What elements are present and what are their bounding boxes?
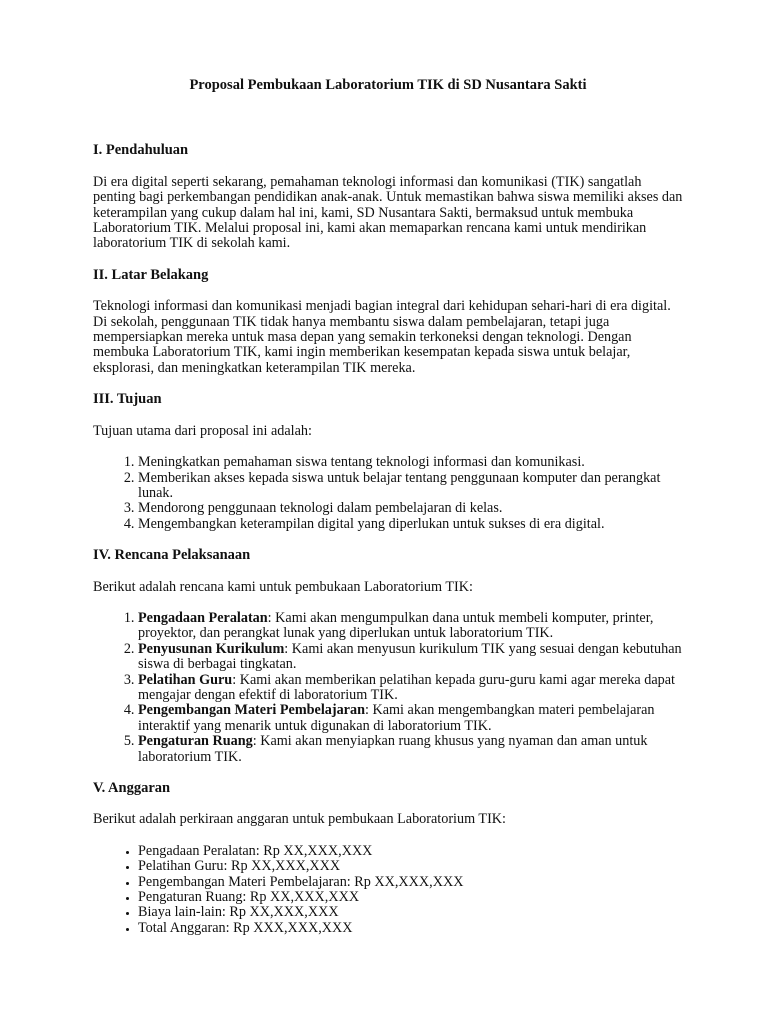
list-item-term: Penyusunan Kurikulum — [138, 640, 285, 657]
list-item — [138, 703, 683, 734]
document-title: Proposal Pembukaan Laboratorium TIK di SD Nusantara Sakti — [189, 77, 587, 93]
list-item-desc: : Kami akan menyusun kurikulum TIK yang sesuai dengan kebutuhan siswa di berbagai tingkatan. — [138, 640, 682, 673]
list-item-desc: : Kami akan memberikan pelatihan kepada guru-guru kami agar mereka dapat mengajar dengan efektif di laboratorium TIK. — [138, 671, 675, 703]
paragraph-tujuan-intro: Tujuan utama dari proposal ini adalah: — [93, 422, 312, 439]
section-heading-rencana: IV. Rencana Pelaksanaan — [93, 547, 251, 564]
list-item — [138, 611, 683, 642]
paragraph-pendahuluan: Di era digital seperti sekarang, pemahaman teknologi informasi dan komunikasi (TIK) sangatlah penting bagi perkembangan pendidikan anak-anak. Untuk memastikan bahwa siswa memiliki akses dan keterampilan yang cukup dalam hal ini, kami, SD Nusantara Sakti, bermaksud untuk membuka Laboratorium TIK. Melalui proposal ini, kami akan memaparkan rencana kami untuk mendirikan laboratorium TIK di sekolah kami. — [93, 173, 683, 252]
section-heading-tujuan: III. Tujuan — [93, 391, 162, 408]
rencana-list — [93, 611, 683, 765]
paragraph-latar-belakang: Teknologi informasi dan komunikasi menjadi bagian integral dari kehidupan sehari-hari di era digital. Di sekolah, penggunaan TIK tidak hanya membantu siswa dalam pembelajaran, tetapi juga mempersiapkan mereka untuk masa depan yang semakin terkoneksi dengan teknologi. Dengan membuka Laboratorium TIK, kami ingin memberikan kesempatan kepada siswa untuk belajar, eksplorasi, dan meningkatkan keterampilan TIK mereka. — [93, 298, 671, 376]
list-item: • Pengembangan Materi Pembelajaran: Rp XX,XXX,XXX — [138, 875, 683, 890]
list-item-term: Pelatihan Guru — [138, 671, 233, 688]
list-item: • Pengaturan Ruang: Rp XX,XXX,XXX — [138, 890, 683, 905]
list-item: • Pelatihan Guru: Rp XX,XXX,XXX — [138, 859, 683, 874]
list-item — [138, 673, 683, 704]
list-item: 4. Mengembangkan keterampilan digital yang diperlukan untuk sukses di era digital. — [138, 517, 683, 532]
list-item — [138, 642, 683, 673]
list-item — [138, 734, 683, 765]
list-item-desc: : Kami akan menyiapkan ruang khusus yang nyaman dan aman untuk laboratorium TIK. — [138, 733, 648, 765]
section-heading-anggaran: V. Anggaran — [93, 780, 171, 796]
list-item: 1. Meningkatkan pemahaman siswa tentang teknologi informasi dan komunikasi. — [138, 455, 683, 470]
paragraph-rencana-intro: Berikut adalah rencana kami untuk pembukaan Laboratorium TIK: — [93, 578, 473, 595]
document-page — [93, 78, 683, 936]
list-item-desc: : Kami akan mengumpulkan dana untuk membeli komputer, printer, proyektor, dan perangkat lunak yang diperlukan untuk laboratorium TIK. — [138, 609, 654, 642]
section-heading-latar-belakang: II. Latar Belakang — [93, 266, 209, 283]
anggaran-list — [93, 844, 683, 936]
list-item-term: Pengaturan Ruang — [138, 733, 253, 750]
section-heading-pendahuluan: I. Pendahuluan — [93, 142, 189, 159]
list-item: • Total Anggaran: Rp XXX,XXX,XXX — [138, 921, 683, 936]
list-item: 3. Mendorong penggunaan teknologi dalam pembelajaran di kelas. — [138, 501, 683, 516]
list-item: • Pengadaan Peralatan: Rp XX,XXX,XXX — [138, 844, 683, 859]
list-item-desc: : Kami akan mengembangkan materi pembelajaran interaktif yang menarik untuk digunakan di laboratorium TIK. — [138, 702, 655, 734]
list-item-term: Pengadaan Peralatan — [138, 609, 268, 626]
list-item: • Biaya lain-lain: Rp XX,XXX,XXX — [138, 905, 683, 920]
list-item-term: Pengembangan Materi Pembelajaran — [138, 702, 365, 719]
list-item: 2. Memberikan akses kepada siswa untuk belajar tentang penggunaan komputer dan perangkat lunak. — [138, 471, 683, 502]
paragraph-anggaran-intro: Berikut adalah perkiraan anggaran untuk pembukaan Laboratorium TIK: — [93, 811, 506, 828]
tujuan-list — [93, 455, 683, 532]
